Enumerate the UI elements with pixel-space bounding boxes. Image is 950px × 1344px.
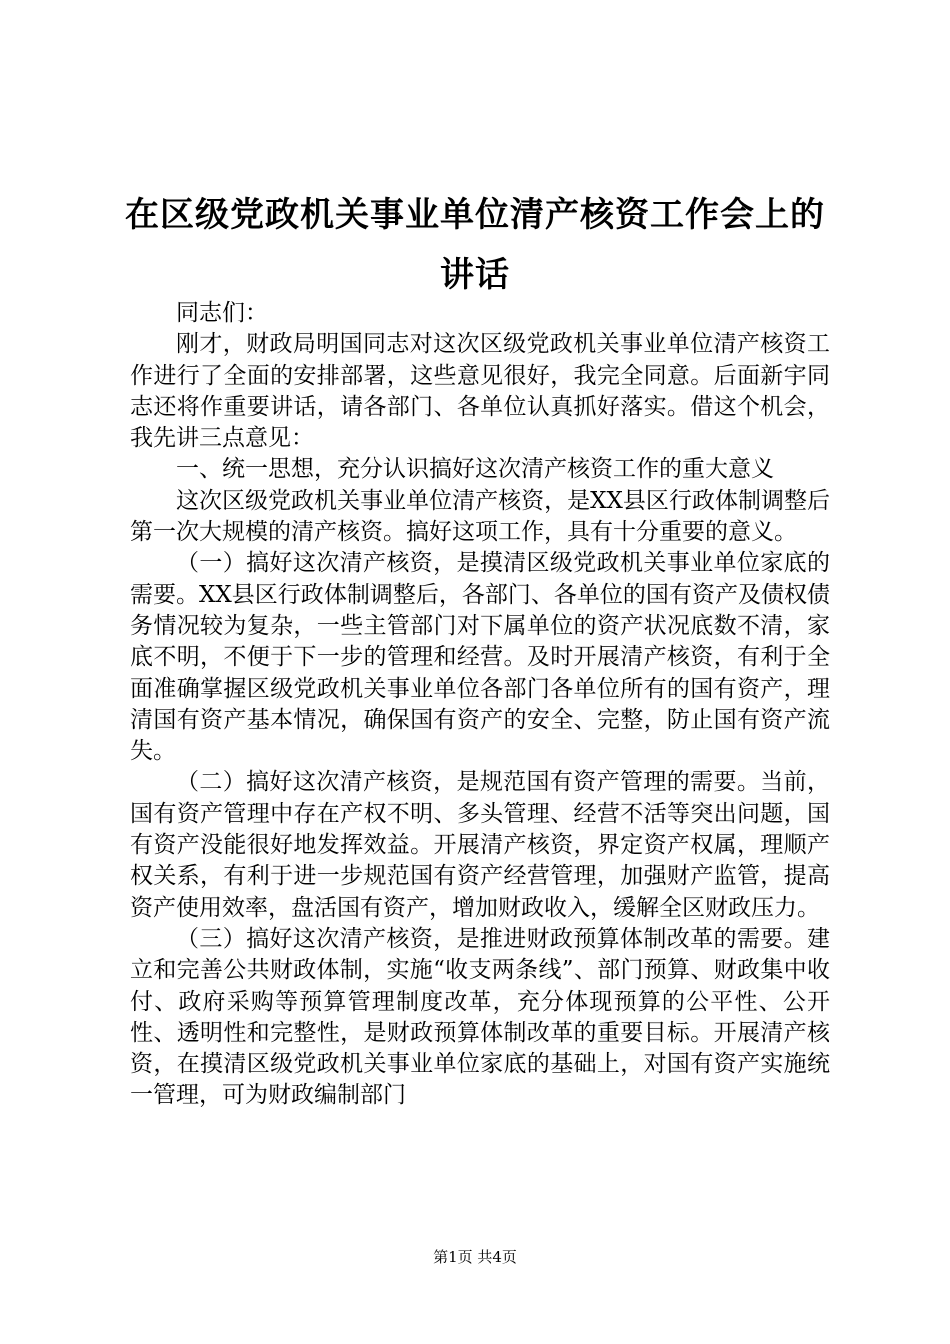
page-number-footer: 第1页 共4页 xyxy=(433,1248,517,1266)
section-heading: 一、统一思想，充分认识搞好这次清产核资工作的重大意义 xyxy=(176,456,774,483)
document-body xyxy=(130,298,830,1112)
body-paragraph: 刚才，财政局明国同志对这次区级党政机关事业单位清产核资工作进行了全面的安排部署，这些意见很好，我完全同意。后面新宇同志还将作重要讲话，请各部门、各单位认真抓好落实。借这个机会，我先讲三点意见： xyxy=(130,331,830,452)
body-paragraph: （三）搞好这次清产核资，是推进财政预算体制改革的需要。建立和完善公共财政体制，实施“收支两条线”、部门预算、财政集中收付、政府采购等预算管理制度改革，充分体现预算的公平性、公开性、透明性和完整性，是财政预算体制改革的重要目标。开展清产核资，在摸清区级党政机关事业单位家底的基础上，对国有资产实施统一管理，可为财政编制部门 xyxy=(130,925,830,1109)
body-paragraph: （一）搞好这次清产核资，是摸清区级党政机关事业单位家底的需要。XX县区行政体制调整后，各部门、各单位的国有资产及债权债务情况较为复杂，一些主管部门对下属单位的资产状况底数不清，家底不明，不便于下一步的管理和经营。及时开展清产核资，有利于全面准确掌握区级党政机关事业单位各部门各单位所有的国有资产，理清国有资产基本情况，确保国有资产的安全、完整，防止国有资产流失。 xyxy=(130,550,830,765)
greeting-paragraph: 同志们： xyxy=(176,300,268,326)
document-title: 在区级党政机关事业单位清产核资工作会上的讲话 xyxy=(125,195,825,295)
body-paragraph: （二）搞好这次清产核资，是规范国有资产管理的需要。当前，国有资产管理中存在产权不明、多头管理、经营不活等突出问题，国有资产没能很好地发挥效益。开展清产核资，界定资产权属，理顺产权关系，有利于进一步规范国有资产经营管理，加强财产监管，提高资产使用效率，盘活国有资产，增加财政收入，缓解全区财政压力。 xyxy=(130,769,830,921)
body-paragraph: 这次区级党政机关事业单位清产核资，是XX县区行政体制调整后第一次大规模的清产核资。搞好这项工作，具有十分重要的意义。 xyxy=(130,487,830,546)
